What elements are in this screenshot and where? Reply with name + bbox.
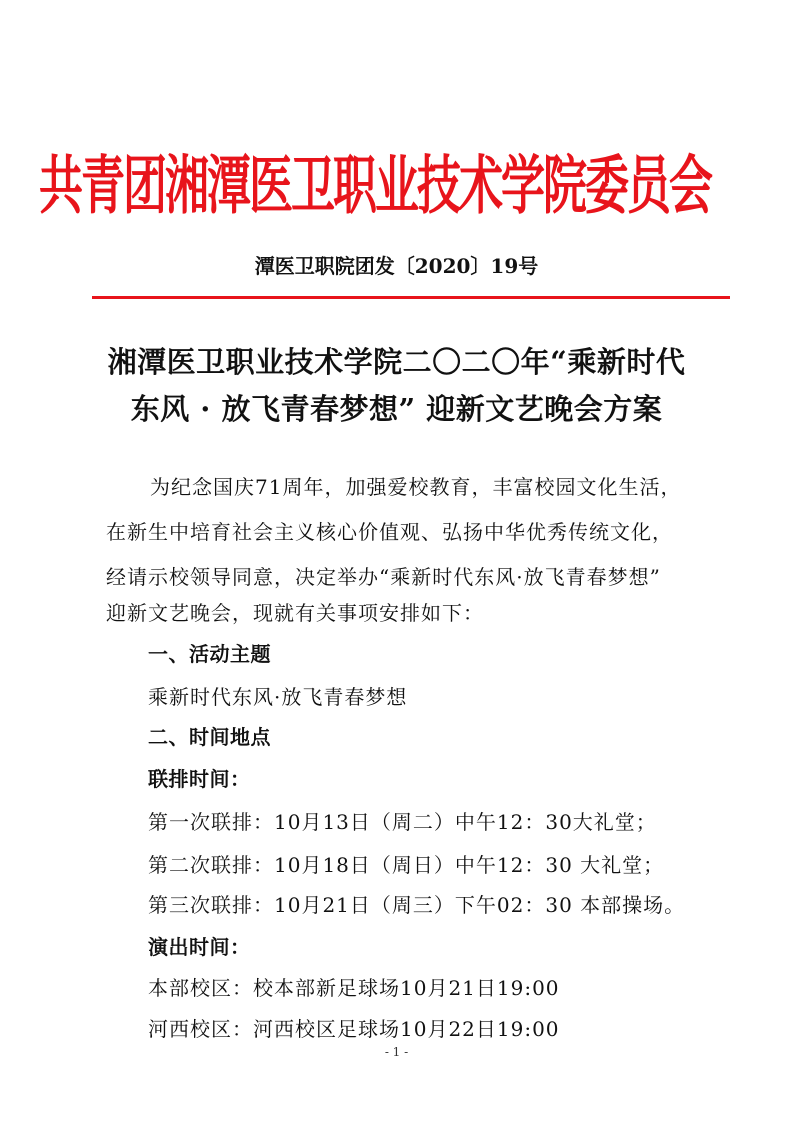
rehearsal-item: 第二次联排：10月18日（周日）中午12：30 大礼堂； (148, 853, 665, 877)
theme-text: 乘新时代东风·放飞青春梦想 (148, 685, 408, 709)
rehearsal-time-heading: 联排时间： (148, 767, 251, 791)
document-number: 潭医卫职院团发〔2020〕19号 (254, 254, 539, 278)
intro-paragraph-line: 为纪念国庆71周年，加强爱校教育，丰富校园文化生活， (150, 475, 682, 499)
organization-header: 共青团湘潭医卫职业技术学院委员会 (39, 149, 711, 224)
document-title-line-2: 东风 · 放飞青春梦想” 迎新文艺晚会方案 (130, 392, 663, 426)
performance-item: 河西校区：河西校区足球场10月22日19:00 (148, 1017, 560, 1041)
intro-paragraph-line: 经请示校领导同意，决定举办“乘新时代东风·放飞青春梦想” (106, 565, 661, 589)
performance-item: 本部校区：校本部新足球场10月21日19:00 (148, 976, 560, 1000)
document-title-line-1: 湘潭医卫职业技术学院二〇二〇年“乘新时代 (107, 345, 686, 379)
performance-time-heading: 演出时间： (148, 935, 251, 959)
rehearsal-item: 第三次联排：10月21日（周三）下午02：30 本部操场。 (148, 893, 686, 917)
rehearsal-item: 第一次联排：10月13日（周二）中午12：30大礼堂； (148, 810, 657, 834)
section-heading-theme: 一、活动主题 (148, 642, 271, 666)
page-number: - 1 - (384, 1045, 409, 1059)
red-divider-line (92, 296, 730, 299)
intro-paragraph-line: 在新生中培育社会主义核心价值观、弘扬中华优秀传统文化， (106, 520, 673, 544)
section-heading-time-location: 二、时间地点 (148, 725, 271, 749)
intro-paragraph-line: 迎新文艺晚会，现就有关事项安排如下： (106, 601, 484, 625)
